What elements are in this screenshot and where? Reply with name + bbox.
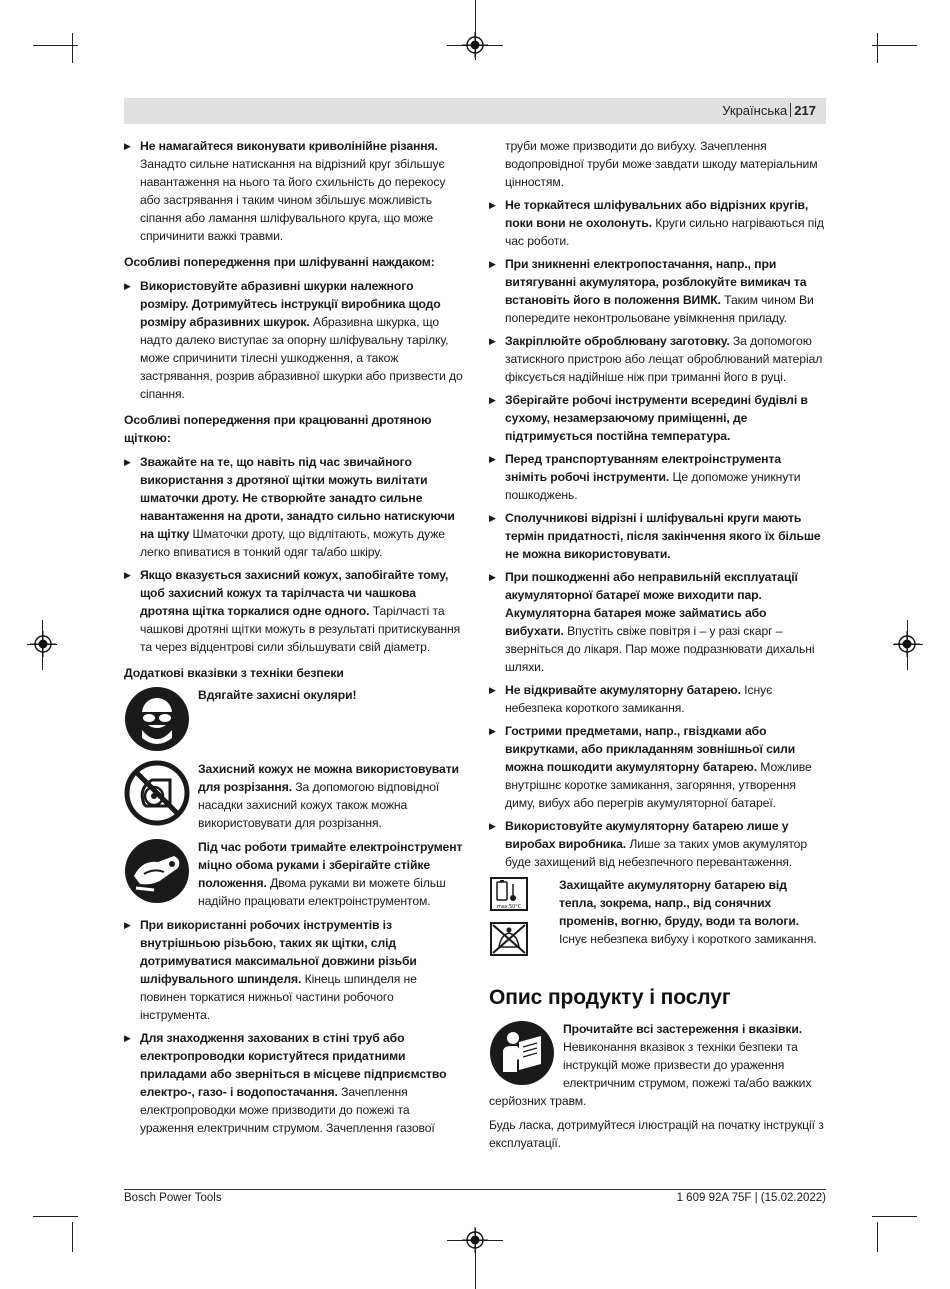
warning-item: ▶ Закріплюйте оброблювану заготовку. За допомогою затискного пристрою або лещат оброблюваний матеріал фіксується надійніше ніж при триманні його в руці.: [489, 332, 826, 386]
crop-mark: [72, 33, 73, 63]
header-text: [722, 102, 816, 120]
closing-paragraph: Будь ласка, дотримуйтеся ілюстрацій на початку інструкції з експлуатації.: [489, 1118, 824, 1150]
two-hands-grip-icon: [124, 838, 190, 904]
no-guard-cutting-icon: [124, 760, 190, 826]
battery-no-exposure-icon: [489, 921, 529, 957]
footer-divider: [124, 1189, 826, 1190]
right-column: [489, 137, 826, 1157]
battery-warning: max.50°C Захищайте акумуляторну батарею від тепла, зокрема, напр., від сонячних променів, вогню, бруду, води та вологи. Існує небезпека вибуху і короткого замикання.: [489, 876, 826, 962]
crop-mark: [877, 1222, 878, 1252]
battery-icons: [489, 876, 529, 962]
section-title: Опис продукту і послуг: [489, 986, 731, 1009]
warning-item: ▶ Сполучникові відрізні і шліфувальні круги мають термін придатності, після закінчення якого їх більше не можна використовувати.: [489, 509, 826, 563]
battery-warning-text: Захищайте акумуляторну батарею від тепла, зокрема, напр., від сонячних променів, вогню, бруду, води та вологи.: [559, 878, 800, 928]
section-heading: Додаткові вказівки з техніки безпеки: [124, 666, 344, 680]
warning-item: ▶ При зникненні електропостачання, напр., при витягуванні акумулятора, розблокуйте вимикач та встановіть його в положення ВИМК. Таким чином Ви попередите неконтрольоване увімкнення приладу.: [489, 255, 826, 327]
crop-mark: [872, 45, 917, 46]
battery-max-temp-icon: [489, 876, 529, 912]
page-number: 217: [794, 103, 816, 118]
warning-item: ▶ При використанні робочих інструментів із внутрішньою різьбою, таких як щітки, слід дотримуватися максимальної довжини різьби шліфувального шпинделя. Кінець шпинделя не повинен торкатися нижньої частини робочого інструмента.: [124, 916, 464, 1024]
header-language: Українська: [722, 103, 788, 118]
crop-mark: [72, 1222, 73, 1252]
instruction-text: Під час роботи тримайте електроінструмент міцно обома руками і зберігайте стійке положення.: [198, 840, 463, 890]
safety-instruction: Захисний кожух не можна використовувати для розрізання. За допомогою відповідної насадки захисний кожух також можна використовувати для розрізання.: [124, 760, 464, 832]
registration-mark-icon: [462, 32, 488, 58]
instruction-text: Прочитайте всі застереження і вказівки.: [563, 1022, 803, 1036]
section-heading: Особливі попередження при шліфуванні наждаком:: [124, 255, 435, 269]
read-manual-instruction: Прочитайте всі застереження і вказівки. Невиконання вказівок з техніки безпеки та інструкцій може призвести до ураження електричним струмом, пожежі та/або важких серйозних травм.: [489, 1022, 812, 1108]
warning-item: ▶ Не торкайтеся шліфувальних або відрізних кругів, поки вони не охолонуть. Круги сильно нагріваються під час роботи.: [489, 196, 826, 250]
warning-item: ▶ Використовуйте акумуляторну батарею лише у виробах виробника. Лише за таких умов акумулятор буде захищений від небезпечного перевантаження.: [489, 817, 826, 871]
warning-item: ▶ Зважайте на те, що навіть під час звичайного використання з дротяної щітки можуть вилітати шматочки дроту. Не створюйте занадто сильне навантаження на дроти, занадто сильно натискуючи на щітку Шматочки дроту, що відлітають, можуть дуже легко впиватися в тонкий одяг та/або шкіру.: [124, 453, 464, 561]
instruction-text: Захисний кожух не можна використовувати для розрізання.: [198, 762, 459, 794]
safety-instruction: Під час роботи тримайте електроінструмент міцно обома руками і зберігайте стійке положення. Двома руками ви можете більш надійно працювати електроінструментом.: [124, 838, 464, 910]
crop-mark: [872, 1216, 917, 1217]
warning-item: ▶ Зберігайте робочі інструменти всередині будівлі в сухому, незамерзаючому приміщенні, де підтримується постійна температура.: [489, 391, 826, 445]
read-manual-icon: [489, 1020, 555, 1086]
registration-mark-icon: [462, 1227, 488, 1253]
warning-item: ▶ Не намагайтеся виконувати криволінійне різання. Занадто сильне натискання на відрізний круг збільшує навантаження на нього та його схильність до перекосу або застрявання і таким чином збільшує можливість сіпання або ламання шліфувального круга, що може спричинити важкі травми.: [124, 137, 464, 245]
safety-instruction: [124, 686, 464, 754]
warning-item: ▶ Гострими предметами, напр., гвіздками або викрутками, або прикладанням зовнішньої сили можна пошкодити акумуляторну батарею. Можливе внутрішнє коротке замикання, загоряння, утворення диму, вибух або перегрів акумуляторної батареї.: [489, 722, 826, 812]
continued-text: труби може призводити до вибуху. Зачеплення водопровідної труби може завдати шкоду матеріальним цінностям.: [505, 139, 818, 189]
section-heading: Особливі попередження при крацюванні дротяною щіткою:: [124, 413, 432, 445]
left-column: [124, 137, 464, 1142]
instruction-text: Вдягайте захисні окуляри!: [198, 688, 357, 702]
warning-item: ▶ Перед транспортуванням електроінструмента зніміть робочі інструменти. Це допоможе уникнути пошкоджень.: [489, 450, 826, 504]
warning-item: ▶ Не відкривайте акумуляторну батарею. Існує небезпека короткого замикання.: [489, 681, 826, 717]
warning-item: ▶ При пошкодженні або неправильній експлуатації акумуляторної батареї може виходити пар. Акумуляторна батарея може займатись або вибухати. Впустіть свіже повітря і – у разі скарг – зверніться до лікаря. Пар може подразнювати дихальні шляхи.: [489, 568, 826, 676]
registration-mark-icon: [30, 631, 56, 657]
crop-mark: [33, 1216, 78, 1217]
warning-item: ▶ Якщо вказується захисний кожух, запобігайте тому, щоб захисний кожух та тарілчаста чи чашкова дротяна щітка торкалися одне одного. Тарілчасті та чашкові дротяні щітки можуть в результаті притискування та через відцентрові сили збільшувати свій діаметр.: [124, 566, 464, 656]
warning-item: ▶ Використовуйте абразивні шкурки належного розміру. Дотримуйтесь інструкції виробника щодо розміру абразивних шкурок. Абразивна шкурка, що надто далеко виступає за опорну шліфувальну тарілку, може спричинити тілесні ушкодження, а також застрявання, розрив абразивної шкурки або призвести до сіпання.: [124, 277, 464, 403]
svg-text:max.50°C: max.50°C: [496, 904, 522, 910]
crop-mark: [877, 33, 878, 63]
safety-goggles-icon: [124, 686, 190, 752]
page-header: [124, 98, 826, 124]
warning-item: ▶ Для знаходження захованих в стіні труб або електропроводки користуйтеся придатними приладами або зверніться в місцеве підприємство електро-, газо- і водопостачання. Зачеплення електропроводки може призводити до пожежі та ураження електричним струмом. Зачеплення газової: [124, 1029, 464, 1137]
footer-doc-number: 1 609 92A 75F | (15.02.2022): [676, 1192, 826, 1204]
footer-brand: Bosch Power Tools: [124, 1192, 222, 1204]
registration-mark-icon: [894, 631, 920, 657]
